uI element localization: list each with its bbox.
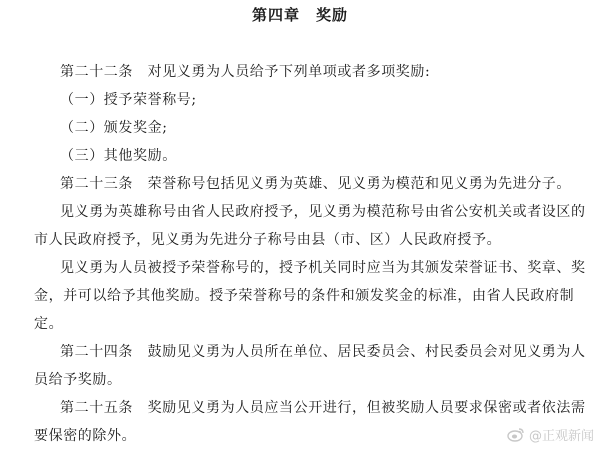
weibo-icon	[507, 427, 525, 442]
article-23-paragraph-line: 金，并可以给予其他奖励。授予荣誉称号的条件和颁发奖金的标准，由省人民政府制	[34, 288, 575, 304]
article-22-heading: 第二十二条 对见义勇为人员给予下列单项或者多项奖励:	[60, 64, 431, 80]
chapter-title: 第四章 奖励	[251, 6, 348, 24]
watermark	[507, 425, 594, 444]
article-23-paragraph-line: 见义勇为人员被授予荣誉称号的，授予机关同时应当为其颁发荣誉证书、奖章、奖	[60, 260, 586, 276]
article-22-item-3: （三）其他奖励。	[60, 148, 177, 164]
watermark-text: @正观新闻	[528, 429, 594, 444]
article-23-paragraph-line: 见义勇为英雄称号由省人民政府授予，见义勇为模范称号由省公安机关或者设区的	[60, 204, 586, 220]
article-24-paragraph-line: 员给予奖励。	[34, 372, 122, 388]
article-25-heading: 第二十五条 奖励见义勇为人员应当公开进行，但被奖励人员要求保密或者依法需	[60, 400, 586, 416]
article-22-item-2: （二）颁发奖金;	[60, 120, 168, 136]
article-23-paragraph-line: 市人民政府授予，见义勇为先进分子称号由县（市、区）人民政府授予。	[34, 232, 502, 248]
article-22-item-1: （一）授予荣誉称号;	[60, 92, 197, 108]
article-23-paragraph-line: 定。	[34, 316, 64, 332]
article-23-heading: 第二十三条 荣誉称号包括见义勇为英雄、见义勇为模范和见义勇为先进分子。	[60, 176, 571, 192]
article-25-paragraph-line: 要保密的除外。	[34, 428, 137, 444]
article-24-heading: 第二十四条 鼓励见义勇为人员所在单位、居民委员会、村民委员会对见义勇为人	[60, 344, 586, 360]
